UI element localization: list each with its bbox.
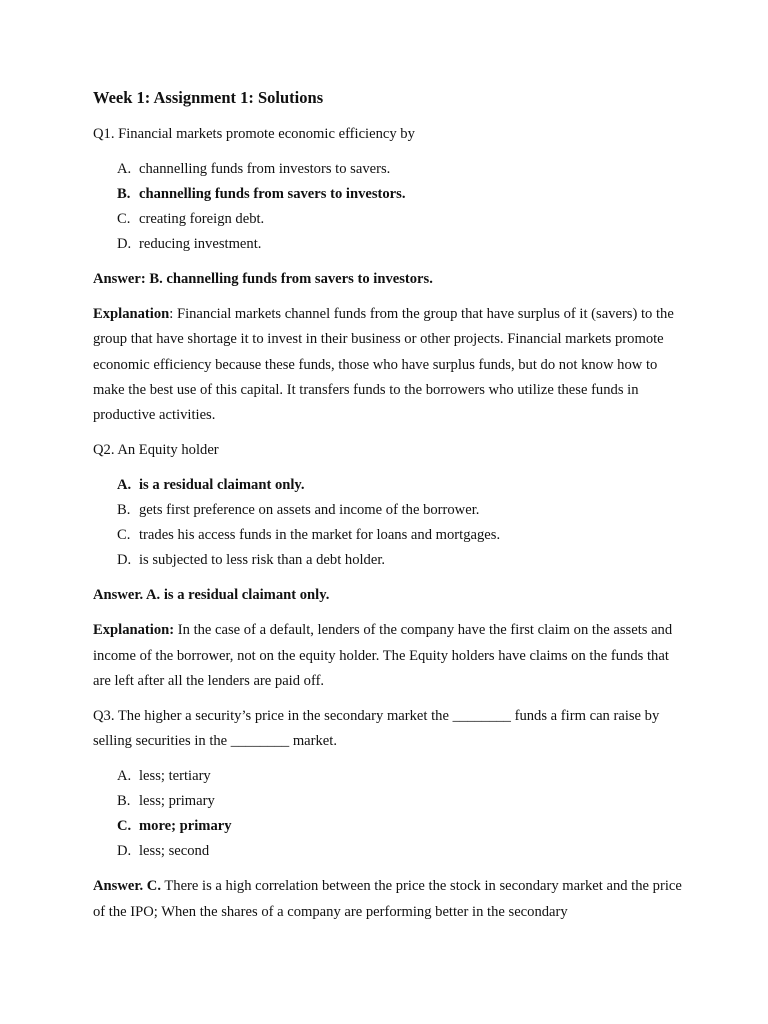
q1-option-a: A. channelling funds from investors to savers. [117,161,391,177]
q2-option-a: A. is a residual claimant only. [117,477,305,494]
q1-option-d: D. reducing investment. [117,236,262,252]
q3-options [93,764,683,864]
q3-answer: Answer. C. There is a high correlation between the price the stock in secondary market and the price of the IPO; When the shares of a company are performing better in the secondary [93,878,682,920]
q2-option-c: C. trades his access funds in the market for loans and mortgages. [117,527,501,544]
q1-options [93,157,683,257]
q1-option-c: C. creating foreign debt. [117,211,265,227]
question-2: Q2. An Equity holder [93,442,219,459]
q2-option-d: D. is subjected to less risk than a debt holder. [117,552,386,569]
q2-explanation: Explanation: In the case of a default, lenders of the company have the first claim on the assets and income of the borrower, not on the equity holder. The Equity holders have claims on the funds that are left after all the lenders are paid off. [93,622,673,690]
q3-option-c: C. more; primary [117,818,232,835]
q2-answer: Answer. A. is a residual claimant only. [93,587,330,604]
q3-option-d: D. less; second [117,843,210,860]
page-title: Week 1: Assignment 1: Solutions [93,88,324,107]
question-3: Q3. The higher a security’s price in the secondary market the ________ funds a firm can raise by selling securities in the ________ market. [93,708,660,750]
question-1: Q1. Financial markets promote economic efficiency by [93,126,415,142]
document-page [93,86,683,935]
q2-option-b: B. gets first preference on assets and income of the borrower. [117,502,480,519]
q2-options [93,473,683,573]
q1-option-b: B. channelling funds from savers to investors. [117,186,406,202]
q3-option-b: B. less; primary [117,793,215,810]
q3-option-a: A. less; tertiary [117,768,211,785]
q1-answer: Answer: B. channelling funds from savers to investors. [93,271,433,287]
q1-explanation: Explanation: Financial markets channel funds from the group that have surplus of it (savers) to the group that have shortage it to invest in their business or other projects. Financial markets promote economic efficiency because these funds, those who have surplus funds, but do not know how to make the best use of this capital. It transfers funds to the borrowers who utilize these funds in productive activities. [93,306,674,424]
